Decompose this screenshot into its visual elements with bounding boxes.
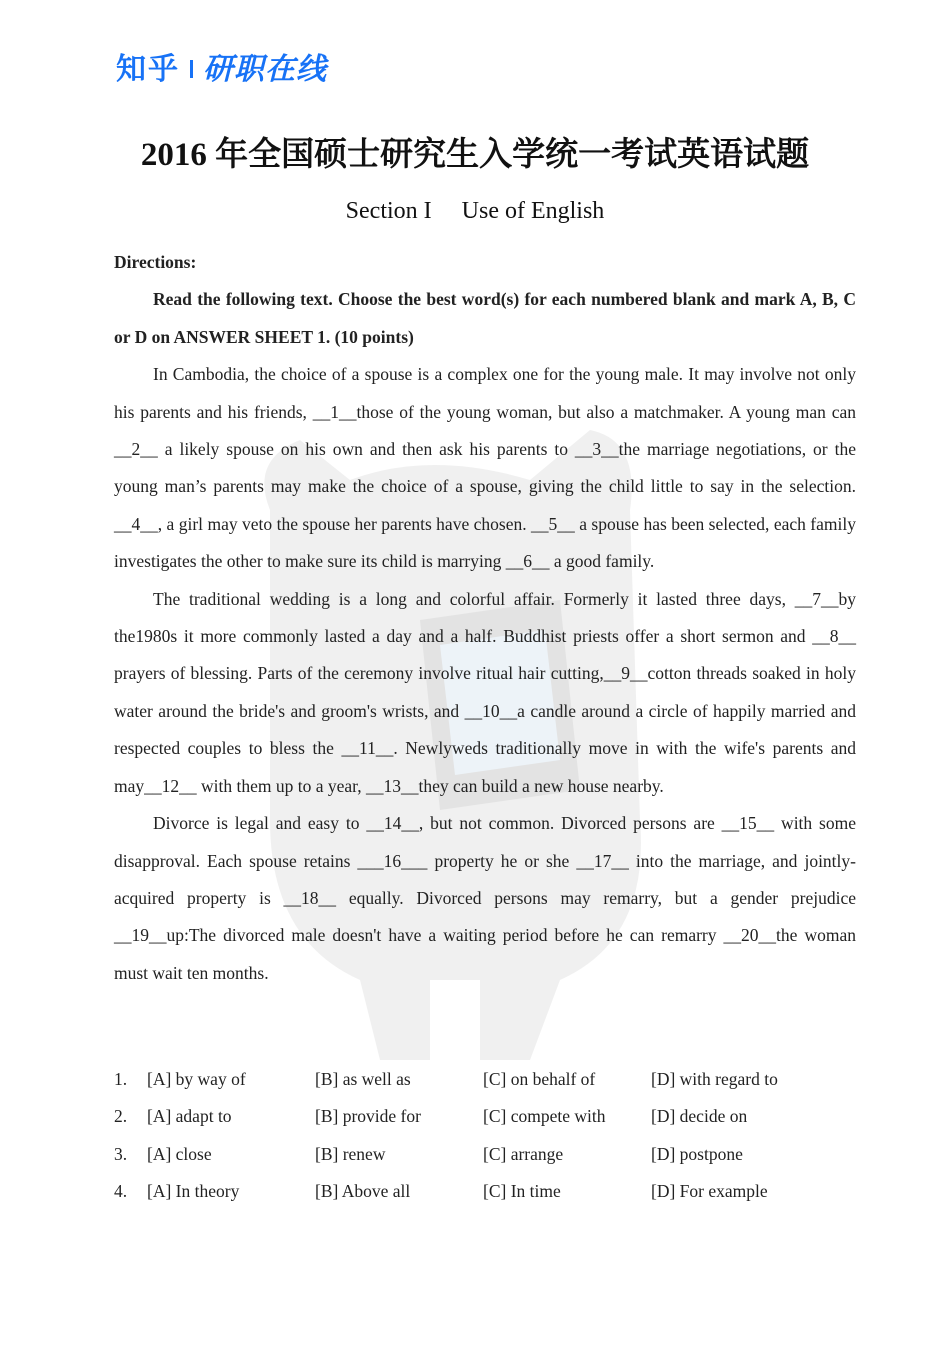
option-d: [D] For example bbox=[651, 1181, 768, 1202]
paragraph-2: The traditional wedding is a long and colorful affair. Formerly it lasted three days, __7__by the1980s it more commonly lasted a day and a half. Buddhist priests offer a short sermon and __8__ prayers of blessing. Parts of the ceremony involve ritual hair cutting,__9__cotton threads soaked in holy water around the bride's and groom's wrists, and __10__a candle around a circle of happily married and respected couples to bless the __11__. Newlyweds traditionally move in with the wife's parents and may__12__ with them up to a year, __13__they can build a new house nearby. bbox=[114, 588, 856, 796]
option-b: [B] Above all bbox=[315, 1181, 411, 1202]
question-number: 4. bbox=[114, 1181, 128, 1202]
option-b: [B] renew bbox=[315, 1143, 386, 1164]
option-b: [B] as well as bbox=[315, 1069, 411, 1089]
page-title: 2016 年全国硕士研究生入学统一考试英语试题 bbox=[140, 137, 810, 173]
option-c: [C] In time bbox=[483, 1181, 561, 1202]
option-a: [A] by way of bbox=[147, 1069, 246, 1089]
directions-label: Directions: bbox=[114, 252, 197, 272]
option-a: [A] adapt to bbox=[147, 1106, 232, 1127]
option-a: [A] In theory bbox=[147, 1181, 240, 1202]
brand-logo: 研职在线 bbox=[203, 52, 327, 87]
paragraph-3: Divorce is legal and easy to __14__, but not common. Divorced persons are __15__ with some disapproval. Each spouse retains ___16___ property he or she __17__ into the marriage, and jointly-acquired property is __18__ equally. Divorced persons may remarry, but a gender prejudice __19__up:The divorced male doesn't have a waiting period before he can remarry __20__the woman must wait ten months. bbox=[114, 813, 856, 983]
question-row bbox=[114, 1173, 856, 1210]
option-c: [C] arrange bbox=[483, 1143, 564, 1164]
zhihu-logo: 知乎 bbox=[116, 52, 180, 87]
section-heading bbox=[0, 198, 950, 225]
directions-text: Read the following text. Choose the best word(s) for each numbered blank and mark A, B, C or D on ANSWER SHEET 1. (10 points) bbox=[114, 289, 856, 347]
option-d: [D] decide on bbox=[651, 1106, 748, 1127]
option-a: [A] close bbox=[147, 1143, 212, 1164]
section-name: Use of English bbox=[461, 198, 605, 224]
option-b: [B] provide for bbox=[315, 1106, 421, 1127]
option-c: [C] on behalf of bbox=[483, 1069, 596, 1089]
section-part: Section I bbox=[345, 198, 432, 224]
header-logo bbox=[116, 46, 327, 86]
question-number: 1. bbox=[114, 1069, 128, 1089]
question-options bbox=[114, 1061, 856, 1211]
question-row bbox=[114, 1061, 856, 1098]
option-d: [D] postpone bbox=[651, 1143, 743, 1164]
passage bbox=[114, 244, 856, 992]
question-row bbox=[114, 1136, 856, 1173]
paragraph-1: In Cambodia, the choice of a spouse is a complex one for the young male. It may involve not only his parents and his friends, __1__those of the young woman, but also a matchmaker. A young man can __2__ a likely spouse on his own and then ask his parents to __3__the marriage negotiations, or the young man’s parents may make the choice of a spouse, giving the child little to say in the selection. __4__, a girl may veto the spouse her parents have chosen. __5__ a spouse has been selected, each family investigates the other to make sure its child is marrying __6__ a good family. bbox=[114, 364, 856, 572]
option-d: [D] with regard to bbox=[651, 1069, 778, 1089]
option-c: [C] compete with bbox=[483, 1106, 606, 1127]
question-row bbox=[114, 1098, 856, 1135]
logo-divider bbox=[190, 60, 193, 78]
question-number: 3. bbox=[114, 1143, 128, 1164]
question-number: 2. bbox=[114, 1106, 128, 1127]
